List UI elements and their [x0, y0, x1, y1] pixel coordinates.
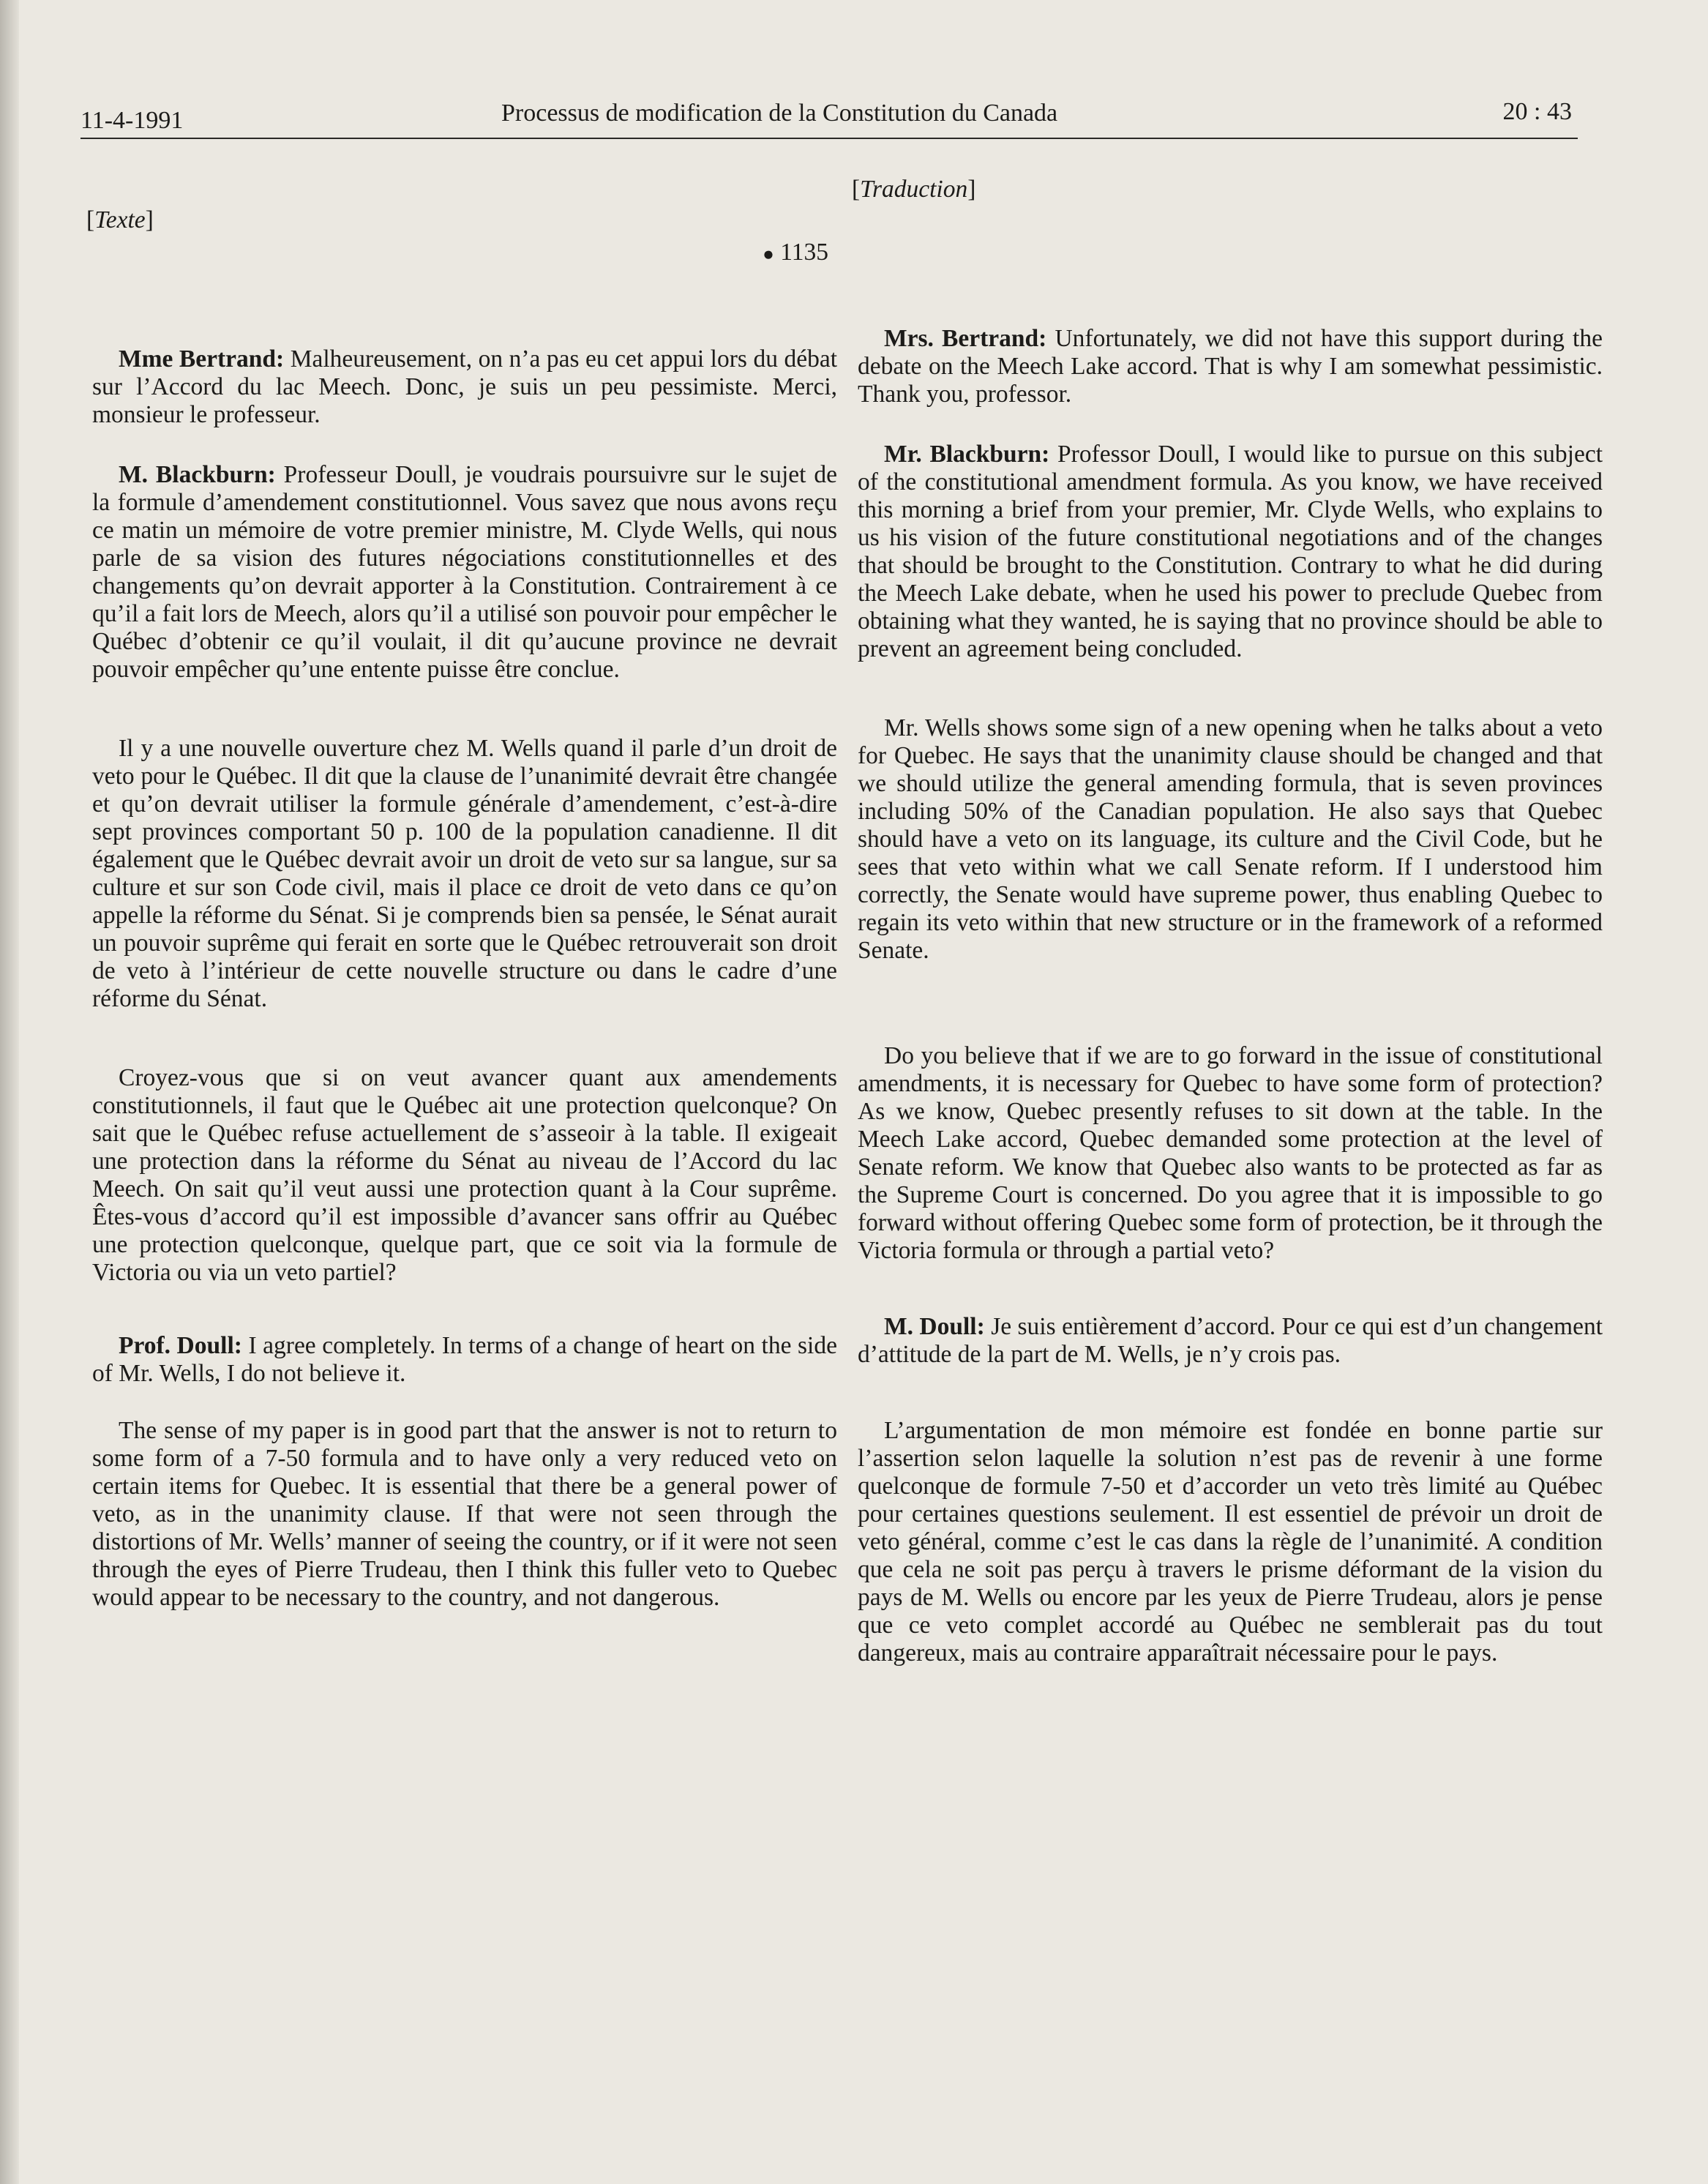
- timestamp: [92, 239, 828, 268]
- paragraph: [858, 1042, 1603, 1265]
- bullet-icon: ●: [763, 243, 774, 265]
- speaker-name: Mme Bertrand:: [119, 345, 285, 373]
- paragraph-text: The sense of my paper is in good part that the answer is not to return to some form of a 7-50 formula and to have only a very reduced veto on certain items for Quebec. It is essential that there be a general power of veto, as in the unanimity clause. If that were not seen through the distortions of Mr. Wells’ manner of seeing the country, or if it were not seen through the eyes of Pierre Trudeau, then I think this fuller veto to Quebec would appear to be necessary to the country, and not dangerous.: [92, 1417, 837, 1612]
- speaker-name: M. Doull:: [884, 1313, 985, 1340]
- page-header: [80, 79, 1578, 139]
- page-shadow-edge: [0, 0, 19, 2184]
- speaker-name: Mrs. Bertrand:: [884, 325, 1047, 352]
- header-date: 11-4-1991: [80, 107, 184, 134]
- section-tag-texte: [Texte]: [86, 206, 154, 233]
- paragraph: [858, 325, 1603, 408]
- paragraph: [92, 461, 837, 684]
- paragraph: [858, 714, 1603, 965]
- paragraph: [858, 441, 1603, 663]
- paragraph: [858, 1417, 1603, 1667]
- paragraph-text: Je suis entièrement d’accord. Pour ce qui est d’un changement d’attitude de la part de M. Wells, je n’y crois pas.: [858, 1313, 1603, 1368]
- header-title: Processus de modification de la Constitution du Canada: [501, 100, 1058, 127]
- paragraph-text: Professor Doull, I would like to pursue on this subject of the constitutional amendment formula. As you know, we have received this morning a brief from your premier, Mr. Clyde Wells, who explains to us his vision of the future constitutional negotiations and of the changes that should be brought to the Constitution. Contrary to what he did during the Meech Lake debate, when he used his power to preclude Quebec from obtaining what they wanted, he is saying that no province should be able to prevent an agreement being concluded.: [858, 441, 1603, 662]
- paragraph-text: Do you believe that if we are to go forward in the issue of constitutional amendments, it is necessary for Quebec to have some form of protection? As we know, Quebec presently refuses to sit down at the table. In the Meech Lake accord, Quebec demanded some protection at the level of Senate reform. We know that Quebec also wants to be protected as far as the Supreme Court is concerned. Do you agree that it is impossible to go forward without offering Quebec some form of protection, be it through the Victoria formula or through a partial veto?: [858, 1042, 1603, 1264]
- timestamp-value: 1135: [780, 239, 828, 266]
- paragraph-text: Malheureusement, on n’a pas eu cet appui lors du débat sur l’Accord du lac Meech. Donc, je suis un peu pessimiste. Merci, monsieur le professeur.: [92, 345, 838, 429]
- section-tag-traduction: [Traduction]: [852, 176, 976, 203]
- paragraph: [92, 1332, 837, 1388]
- left-column: [86, 176, 838, 1612]
- paragraph: [92, 735, 837, 1013]
- paragraph-text: I agree completely. In terms of a change of heart on the side of Mr. Wells, I do not believe it.: [92, 1332, 837, 1388]
- paragraph-text: Mr. Wells shows some sign of a new opening when he talks about a veto for Quebec. He says that the unanimity clause should be changed and that we should utilize the general amending formula, that is seven provinces including 50% of the Canadian population. He also says that Quebec should have a veto on its language, its culture and the Civil Code, but he sees that veto within what we call Senate reform. If I understood him correctly, the Senate would have supreme power, thus enabling Quebec to regain its veto within that new structure or in the framework of a reformed Senate.: [858, 714, 1603, 964]
- paragraph: [92, 345, 837, 429]
- paragraph: [92, 1417, 837, 1612]
- paragraph: [92, 1064, 837, 1287]
- paragraph-text: L’argumentation de mon mémoire est fondée en bonne partie sur l’assertion selon laquelle la solution n’est pas de revenir à une forme quelconque de formule 7-50 et d’accorder un veto très limité au Québec pour certaines questions seulement. Il est essentiel de prévoir un droit de veto général, comme c’est le cas dans la règle de l’unanimité. A condition que cela ne soit pas perçu à travers le prisme déformant de la vision du pays de M. Wells ou encore par les yeux de Pierre Trudeau, alors je pense que ce veto complet accordé au Québec ne semblerait pas du tout dangereux, mais au contraire apparaîtrait nécessaire pour le pays.: [858, 1417, 1603, 1667]
- paragraph: [858, 1313, 1603, 1369]
- paragraph-text: Il y a une nouvelle ouverture chez M. Wells quand il parle d’un droit de veto pour le Québec. Il dit que la clause de l’unanimité devrait être changée et qu’on devrait utiliser la formule générale d’amendement, c’est-à-dire sept provinces comportant 50 p. 100 de la population canadienne. Il dit également que le Québec devrait avoir un droit de veto sur sa langue, sur sa culture et sur son Code civil, mais il place ce droit de veto dans ce qu’on appelle la réforme du Sénat. Si je comprends bien sa pensée, le Sénat aurait un pouvoir suprême qui ferait en sorte que le Québec retrouverait son droit de veto à l’intérieur de cette nouvelle structure ou dans le cadre d’une réforme du Sénat.: [92, 735, 837, 1013]
- section-tag-label: Texte: [94, 206, 146, 233]
- paragraph-text: Professeur Doull, je voudrais poursuivre sur le sujet de la formule d’amendement constitutionnel. Vous savez que nous avons reçu ce matin un mémoire de votre premier ministre, M. Clyde Wells, qui nous parle de sa vision des futures négociations constitutionnelles et des changements qu’on devrait apporter à la Constitution. Contrairement à ce qu’il a fait lors de Meech, alors qu’il a utilisé son pouvoir pour empêcher le Québec d’obtenir ce qu’il voulait, il dit qu’aucune province ne devrait pouvoir empêcher qu’une entente puisse être conclue.: [92, 461, 837, 684]
- speaker-name: M. Blackburn:: [119, 461, 276, 489]
- paragraph-text: Croyez-vous que si on veut avancer quant aux amendements constitutionnels, il faut que le Québec ait une protection quelconque? On sait que le Québec refuse actuellement de s’asseoir à la table. Il exigeait une protection dans la réforme du Sénat au niveau de l’Accord du lac Meech. On sait qu’il veut aussi une protection quant à la Cour suprême. Êtes-vous d’accord qu’il est impossible d’avancer sans offrir au Québec une protection quelconque, quelque part, que ce soit via la formule de Victoria ou via un veto partiel?: [92, 1064, 837, 1287]
- paragraph-text: Unfortunately, we did not have this support during the debate on the Meech Lake accord. That is why I am somewhat pessimistic. Thank you, professor.: [858, 325, 1603, 408]
- header-page-number: 20 : 43: [1502, 98, 1572, 125]
- right-column: [852, 168, 1603, 1667]
- speaker-name: Mr. Blackburn:: [884, 441, 1050, 468]
- speaker-name: Prof. Doull:: [119, 1332, 242, 1360]
- section-tag-label: Traduction: [860, 176, 968, 203]
